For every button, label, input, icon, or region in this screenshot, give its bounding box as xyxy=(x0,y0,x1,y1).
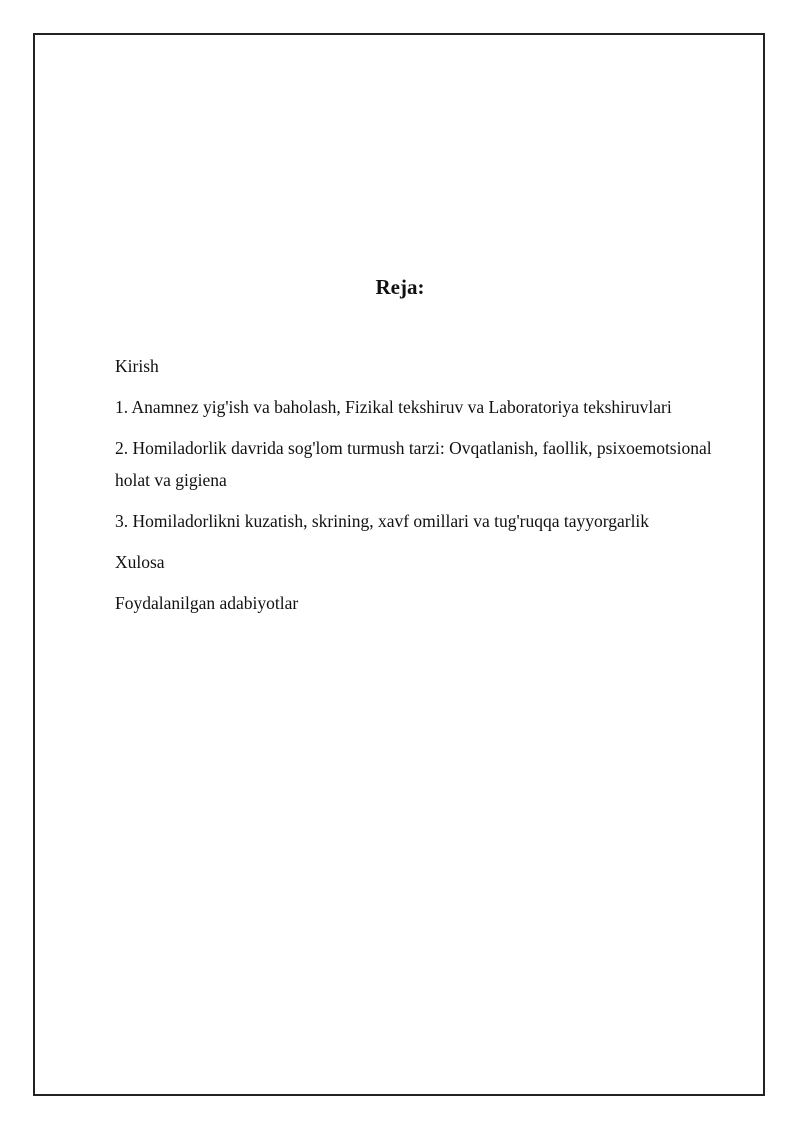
toc-item-conclusion: Xulosa xyxy=(115,552,165,572)
toc-item-2: 2. Homiladorlik davrida sog'lom turmush tarzi: Ovqatlanish, faollik, psixoemotsional holat va gigiena xyxy=(115,438,712,490)
toc-item-1: 1. Anamnez yig'ish va baholash, Fizikal tekshiruv va Laboratoriya tekshiruvlari xyxy=(115,397,672,417)
toc-item-references: Foydalanilgan adabiyotlar xyxy=(115,593,299,613)
page-title: Reja: xyxy=(375,275,425,299)
table-of-contents xyxy=(115,350,735,628)
toc-item-intro: Kirish xyxy=(115,356,159,376)
toc-item-3: 3. Homiladorlikni kuzatish, skrining, xavf omillari va tug'ruqqa tayyorgarlik xyxy=(115,511,650,531)
